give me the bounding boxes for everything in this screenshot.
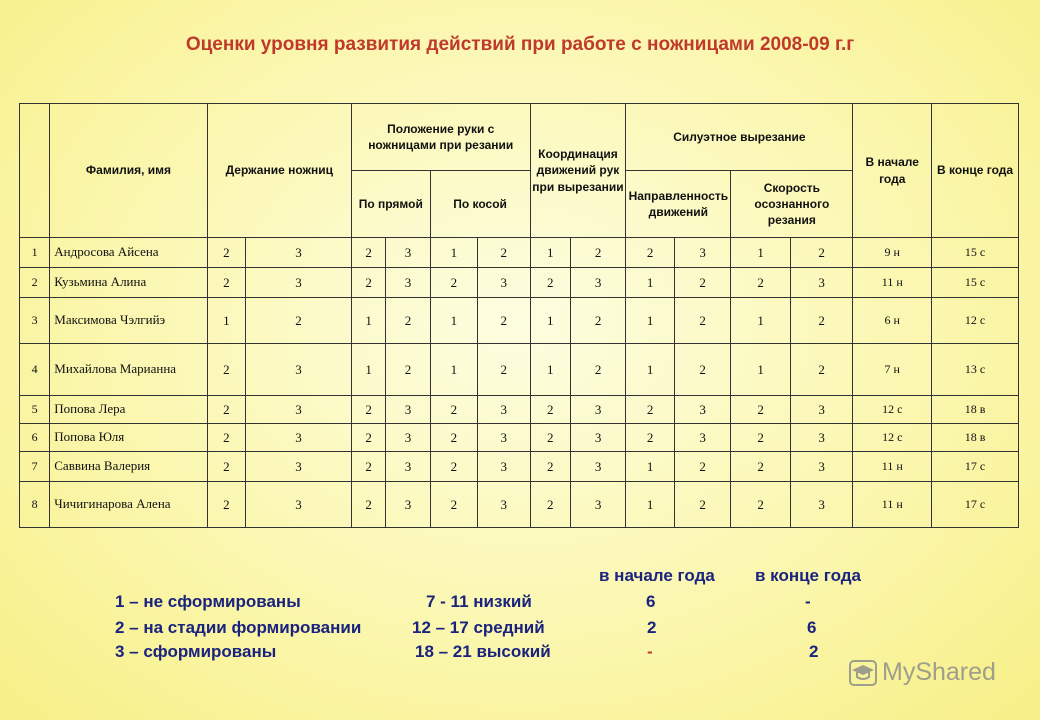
score-cell: 2 <box>386 298 430 344</box>
score-cell: 2 <box>570 238 625 268</box>
score-cell: 3 <box>386 424 430 452</box>
student-name: Максимова Чэлгийэ <box>50 298 207 344</box>
score-cell: 2 <box>626 396 674 424</box>
legend-end-2: 6 <box>807 618 817 637</box>
score-cell: 2 <box>207 238 245 268</box>
score-cell: 1 <box>626 268 674 298</box>
score-cell: 2 <box>478 238 530 268</box>
table-row <box>20 452 1019 482</box>
score-cell: 2 <box>351 396 385 424</box>
score-cell: 3 <box>246 268 352 298</box>
score-cell: 2 <box>478 344 530 396</box>
score-cell: 3 <box>246 396 352 424</box>
student-name: Попова Лера <box>50 396 207 424</box>
legend-start-1: 6 <box>646 592 656 611</box>
table-row <box>20 268 1019 298</box>
score-cell: 2 <box>207 452 245 482</box>
score-cell: 2 <box>207 268 245 298</box>
score-cell: 3 <box>386 238 430 268</box>
score-cell: 3 <box>386 268 430 298</box>
header-coordination: Координация движений рук при вырезании <box>530 104 626 238</box>
score-cell: 3 <box>386 396 430 424</box>
score-cell: 2 <box>626 424 674 452</box>
watermark-text: MyShared <box>882 657 996 686</box>
score-cell: 2 <box>478 298 530 344</box>
start-total: 11 н <box>853 268 932 298</box>
score-cell: 2 <box>674 452 731 482</box>
score-cell: 1 <box>626 482 674 528</box>
score-cell: 3 <box>570 452 625 482</box>
score-cell: 2 <box>530 482 570 528</box>
score-cell: 3 <box>246 452 352 482</box>
score-cell: 2 <box>207 344 245 396</box>
row-number: 8 <box>20 482 50 528</box>
score-cell: 2 <box>351 238 385 268</box>
score-cell: 3 <box>790 452 853 482</box>
score-cell: 3 <box>246 482 352 528</box>
score-cell: 2 <box>674 298 731 344</box>
score-cell: 3 <box>674 238 731 268</box>
score-cell: 3 <box>790 268 853 298</box>
score-cell: 3 <box>246 238 352 268</box>
score-cell: 2 <box>570 344 625 396</box>
header-name: Фамилия, имя <box>50 104 207 238</box>
score-cell: 1 <box>207 298 245 344</box>
score-cell: 1 <box>430 238 477 268</box>
end-total: 12 с <box>932 298 1019 344</box>
header-straight: По прямой <box>351 171 430 238</box>
score-cell: 2 <box>790 298 853 344</box>
table-row <box>20 238 1019 268</box>
row-number: 7 <box>20 452 50 482</box>
score-cell: 2 <box>430 424 477 452</box>
score-cell: 3 <box>246 344 352 396</box>
score-cell: 3 <box>246 424 352 452</box>
score-cell: 2 <box>626 238 674 268</box>
score-cell: 3 <box>790 424 853 452</box>
legend-start-3: - <box>647 642 653 661</box>
score-cell: 2 <box>207 424 245 452</box>
score-cell: 1 <box>530 238 570 268</box>
score-cell: 2 <box>674 344 731 396</box>
score-cell: 1 <box>626 298 674 344</box>
start-total: 6 н <box>853 298 932 344</box>
legend-score-1: 1 – не сформированы <box>115 592 301 611</box>
score-cell: 3 <box>674 396 731 424</box>
row-number: 2 <box>20 268 50 298</box>
score-cell: 3 <box>790 396 853 424</box>
end-total: 17 с <box>932 452 1019 482</box>
start-total: 9 н <box>853 238 932 268</box>
score-cell: 3 <box>570 424 625 452</box>
header-speed: Скорость осознанного резания <box>731 171 853 238</box>
score-cell: 1 <box>430 298 477 344</box>
score-cell: 2 <box>430 268 477 298</box>
row-number: 3 <box>20 298 50 344</box>
legend-level-1: 7 - 11 низкий <box>426 592 532 611</box>
score-cell: 3 <box>570 268 625 298</box>
score-cell: 2 <box>351 452 385 482</box>
legend-col-start: в начале года <box>599 566 715 585</box>
score-cell: 1 <box>731 238 791 268</box>
table-row <box>20 344 1019 396</box>
end-total: 15 с <box>932 238 1019 268</box>
legend-end-3: 2 <box>809 642 819 661</box>
legend-score-2: 2 – на стадии формировании <box>115 618 362 637</box>
score-cell: 2 <box>790 344 853 396</box>
end-total: 18 в <box>932 424 1019 452</box>
watermark <box>848 657 996 687</box>
legend-level-2: 12 – 17 средний <box>412 618 545 637</box>
table-row <box>20 298 1019 344</box>
score-cell: 3 <box>478 452 530 482</box>
scores-table <box>19 103 1019 528</box>
legend-col-end: в конце года <box>755 566 862 585</box>
legend-score-3: 3 – сформированы <box>115 642 277 661</box>
header-direction: Направленность движений <box>626 171 731 238</box>
score-cell: 2 <box>674 482 731 528</box>
end-total: 15 с <box>932 268 1019 298</box>
header-start: В начале года <box>853 104 932 238</box>
score-cell: 2 <box>351 424 385 452</box>
student-name: Михайлова Марианна <box>50 344 207 396</box>
score-cell: 2 <box>570 298 625 344</box>
student-name: Андросова Айсена <box>50 238 207 268</box>
score-cell: 1 <box>351 298 385 344</box>
student-name: Кузьмина Алина <box>50 268 207 298</box>
start-total: 7 н <box>853 344 932 396</box>
header-hand-position: Положение руки с ножницами при резании <box>351 104 530 171</box>
header-number-cell <box>20 104 50 238</box>
mortarboard-icon <box>848 657 878 687</box>
legend-level-3: 18 – 21 высокий <box>415 642 551 661</box>
page-title: Оценки уровня развития действий при работе с ножницами 2008-09 г.г <box>185 34 855 55</box>
score-cell: 2 <box>530 396 570 424</box>
start-total: 11 н <box>853 452 932 482</box>
start-total: 11 н <box>853 482 932 528</box>
score-cell: 2 <box>790 238 853 268</box>
score-cell: 2 <box>207 482 245 528</box>
end-total: 13 с <box>932 344 1019 396</box>
start-total: 12 с <box>853 424 932 452</box>
score-cell: 3 <box>478 268 530 298</box>
score-cell: 1 <box>626 344 674 396</box>
score-cell: 2 <box>731 424 791 452</box>
score-cell: 1 <box>731 298 791 344</box>
score-cell: 2 <box>731 268 791 298</box>
row-number: 6 <box>20 424 50 452</box>
score-cell: 3 <box>478 424 530 452</box>
header-silhouette: Силуэтное вырезание <box>626 104 853 171</box>
score-cell: 3 <box>386 452 430 482</box>
table-row <box>20 482 1019 528</box>
score-cell: 2 <box>731 482 791 528</box>
score-cell: 1 <box>530 344 570 396</box>
score-cell: 3 <box>478 482 530 528</box>
student-name: Чичигинарова Алена <box>50 482 207 528</box>
score-cell: 2 <box>351 268 385 298</box>
score-cell: 1 <box>731 344 791 396</box>
legend-end-1: - <box>805 592 811 611</box>
score-cell: 2 <box>386 344 430 396</box>
score-cell: 2 <box>207 396 245 424</box>
score-cell: 3 <box>478 396 530 424</box>
legend-start-2: 2 <box>647 618 657 637</box>
student-name: Саввина Валерия <box>50 452 207 482</box>
score-cell: 2 <box>530 424 570 452</box>
score-cell: 3 <box>386 482 430 528</box>
header-holding: Держание ножниц <box>207 104 351 238</box>
score-cell: 2 <box>530 452 570 482</box>
score-cell: 2 <box>731 452 791 482</box>
score-cell: 2 <box>530 268 570 298</box>
score-cell: 1 <box>626 452 674 482</box>
score-cell: 2 <box>731 396 791 424</box>
header-end: В конце года <box>932 104 1019 238</box>
student-name: Попова Юля <box>50 424 207 452</box>
table-row <box>20 424 1019 452</box>
start-total: 12 с <box>853 396 932 424</box>
score-cell: 1 <box>351 344 385 396</box>
score-cell: 2 <box>430 452 477 482</box>
score-cell: 2 <box>246 298 352 344</box>
table-row <box>20 396 1019 424</box>
score-cell: 1 <box>430 344 477 396</box>
score-cell: 3 <box>790 482 853 528</box>
header-row-top <box>20 104 1019 171</box>
end-total: 18 в <box>932 396 1019 424</box>
score-cell: 2 <box>351 482 385 528</box>
score-cell: 3 <box>570 482 625 528</box>
score-cell: 3 <box>674 424 731 452</box>
score-cell: 3 <box>570 396 625 424</box>
score-cell: 1 <box>530 298 570 344</box>
score-cell: 2 <box>674 268 731 298</box>
score-cell: 2 <box>430 396 477 424</box>
score-cell: 2 <box>430 482 477 528</box>
row-number: 1 <box>20 238 50 268</box>
header-oblique: По косой <box>430 171 530 238</box>
row-number: 5 <box>20 396 50 424</box>
end-total: 17 с <box>932 482 1019 528</box>
row-number: 4 <box>20 344 50 396</box>
